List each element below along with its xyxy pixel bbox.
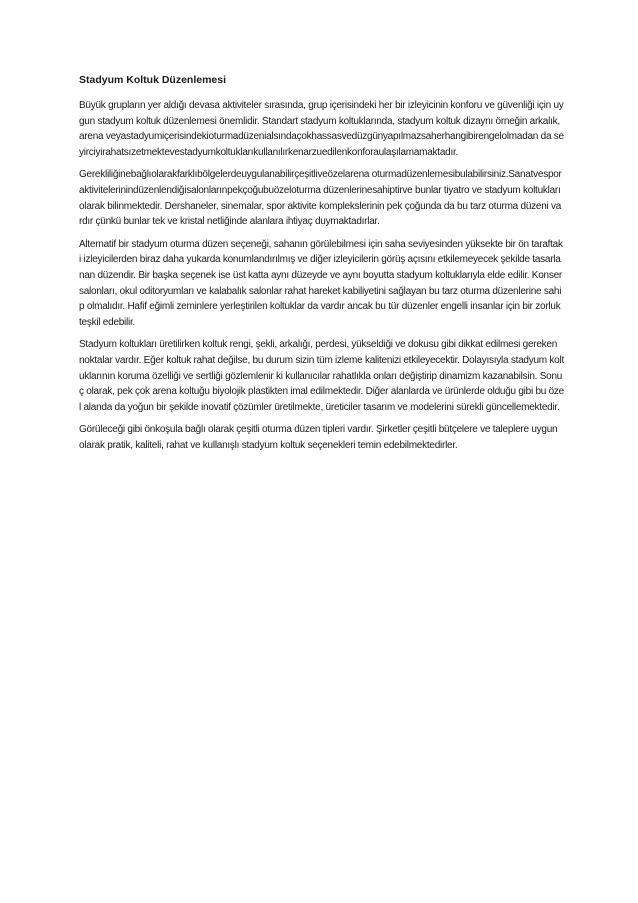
paragraph-5: Görüleceği gibi önkoşula bağlı olarak çeşitli oturma düzen tipleri vardır. Şirketler çeşitli bütçelere ve taleplere uygun olarak pratik, kaliteli, rahat ve kullanışlı stadyum koltuk seçenekleri temin edebilmektedirler.	[79, 424, 558, 451]
paragraph-2: Gerekliliğinebağlıolarakfarklıbölgelerdeuygulanabilirçeşitliveözelarena oturmadüzenlemesibulabilirsiniz.Sanatvesporaktivitelerinindüzenlendiğisalonlarınpekçoğubuözeloturma düzenlerinesahiptirve bunlar tiyatro ve stadyum koltukları olarak bilinmektedir. Dershaneler, sinemalar, spor aktivite komplekslerinin pek çoğunda da bu tarz oturma düzeni vardır çünkü bunlar tek ve kristal netliğinde alanlara ihtiyaç duymaktadırlar.	[79, 169, 562, 228]
paragraph-1: Büyük grupların yer aldığı devasa aktiviteler sırasında, grup içerisindeki her bir izleyicinin konforu ve güvenliği için uygun stadyum koltuk düzenlemesi önemlidir. Standart stadyum koltuklarında, stadyum koltuk dizaynı örneğin arkalık, arena veyastadyumiçerisindekioturmadüzenialsındaçokhassasvedüzgünyapılmazsaherhangibirengelolmadan da seyirciyirahatsızetmektevestadyumkoltuklarıkullanılırkenarzuedilenkonforaulaşılamamaktadır.	[79, 100, 564, 158]
paragraph-4: Stadyum koltukları üretilirken koltuk rengi, şekli, arkalığı, perdesi, yükseldiği ve dokusu gibi dikkat edilmesi gereken noktalar vardır. Eğer koltuk rahat değilse, bu durum sizin tüm izleme kalitenizi etkileyecektir. Dolayısıyla stadyum koltuklarının koruma özelliği ve sertliği gözlemlenir ki kullanıcılar rahatlıkla onları değiştirip dinamizm kazanabilsin. Sonuç olarak, pek çok arena koltuğu biyolojik plastikten imal edilmektedir. Diğer alanlarda ve ürünlerde olduğu gibi bu özel alanda da yoğun bir şekilde inovatif çözümler üretilmekte, üreticiler tasarım ve modelerini sürekli güncellemektedir.	[79, 339, 564, 413]
document-page	[79, 73, 564, 460]
paragraph-3: Alternatif bir stadyum oturma düzen seçeneği, sahanın görülebilmesi için saha seviyesinden yüksekte bir ön taraftaki izleyicilerden biraz daha yukarda konumlandırılmış ve diğer izleyicilerin görüş açısını etkilemeyecek şekilde tasarlanan düzendir. Bir başka seçenek ise üst katta aynı düzeyde ve aynı boyutta stadyum koltuklarıyla elde edilir. Konser salonları, okul oditoryumları ve kalabalık salonlar rahat hareket kabiliyetini sağlayan bu tarz oturma düzenlerine sahip olmalıdır. Hafif eğimli zeminlere yerleştirilen koltuklar da vardır ancak bu tür düzenler engelli insanlar için bir zorluk teşkil edebilir.	[79, 238, 563, 328]
document-title: Stadyum Koltuk Düzenlemesi	[79, 74, 227, 86]
